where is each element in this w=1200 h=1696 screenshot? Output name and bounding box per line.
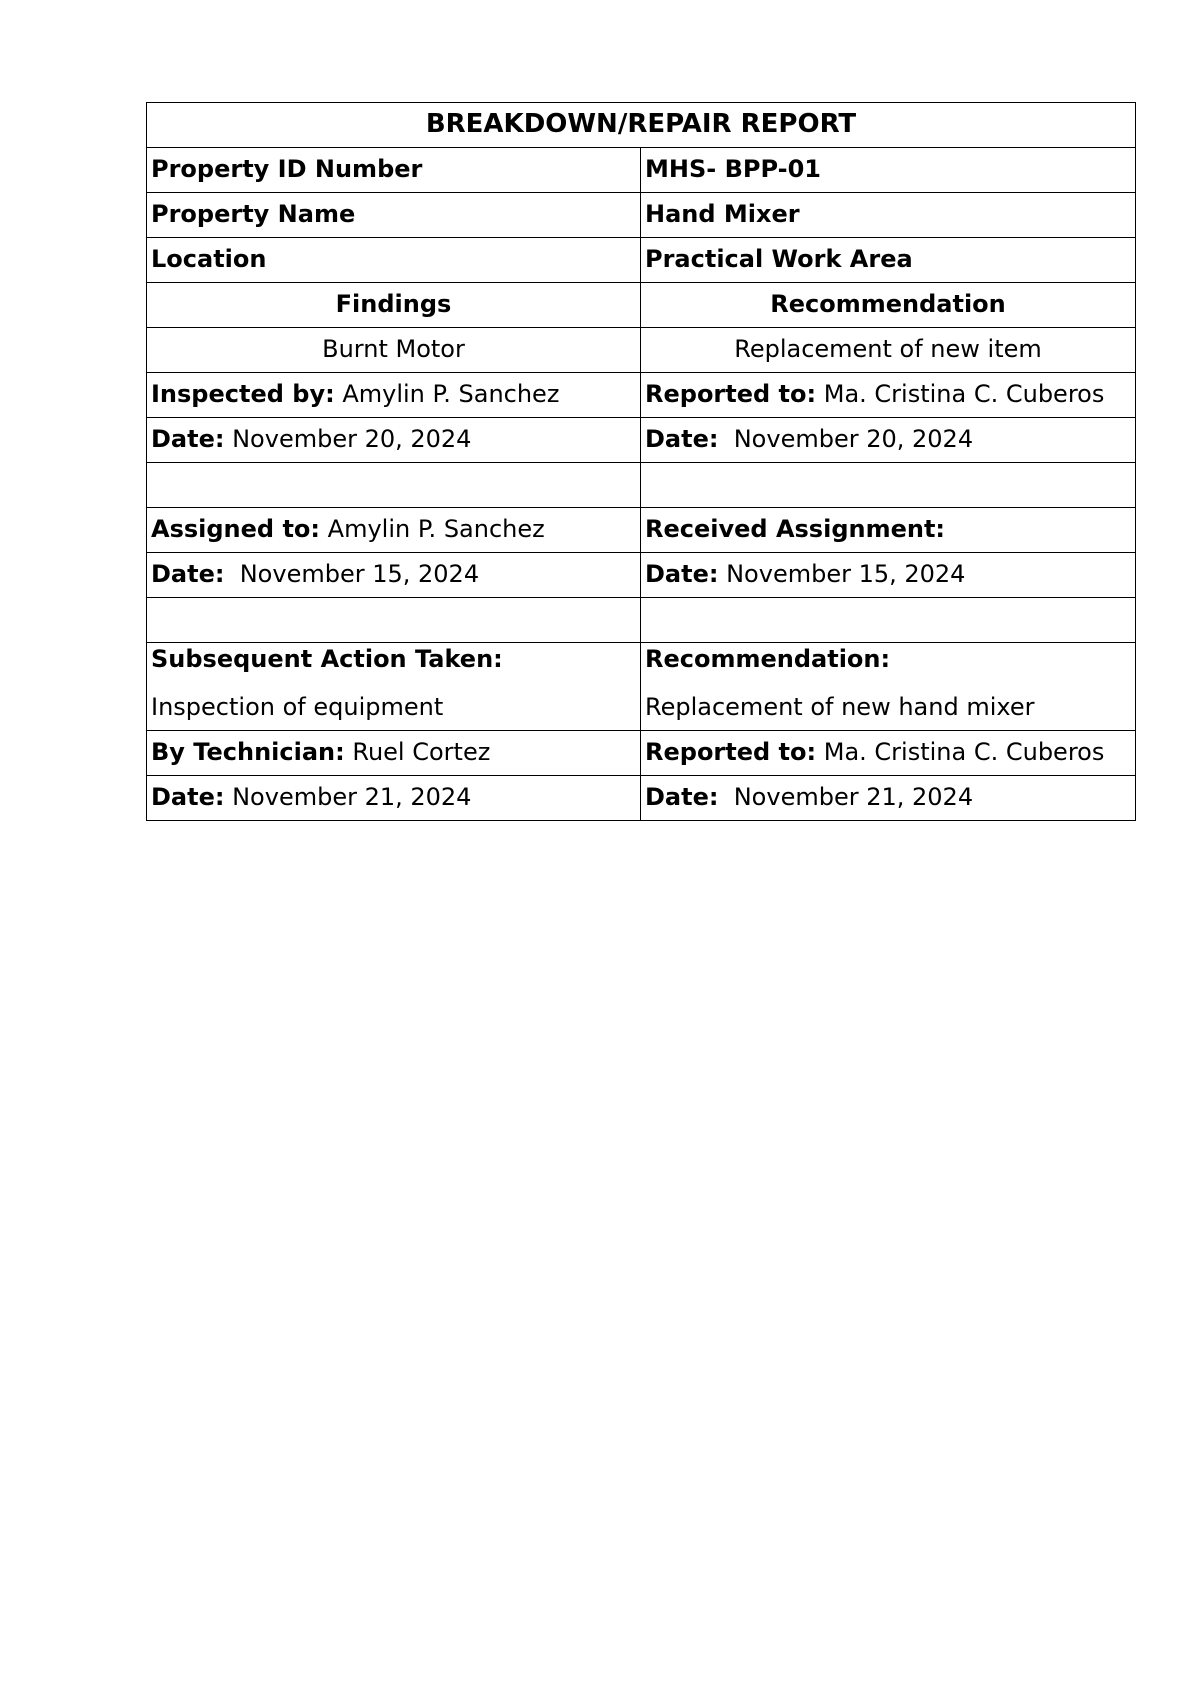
date-label: Date: [645, 783, 719, 812]
subsequent-action-label: Subsequent Action Taken: [151, 645, 503, 673]
reported-to-value: Ma. Cristina C. Cuberos [816, 738, 1105, 767]
reported-to-label: Reported to: [645, 738, 817, 767]
technician-date-row [147, 776, 1136, 821]
technician-date-right-cell [641, 776, 1136, 821]
date-value: November 20, 2024 [224, 425, 472, 454]
breakdown-repair-report-table [146, 102, 1136, 821]
date-label: Date: [151, 425, 225, 454]
blank-row [147, 463, 1136, 508]
assignment-date-row [147, 553, 1136, 598]
inspection-date-row [147, 418, 1136, 463]
findings-row [147, 328, 1136, 373]
assignment-row [147, 508, 1136, 553]
title-row [147, 103, 1136, 148]
property-id-row [147, 148, 1136, 193]
action-row [147, 643, 1136, 731]
date-label: Date: [645, 560, 719, 589]
location-label: Location [147, 238, 641, 283]
blank-cell [147, 463, 641, 508]
inspection-date-right-cell [641, 418, 1136, 463]
date-label: Date: [645, 425, 719, 454]
date-value: November 21, 2024 [718, 783, 974, 812]
subsequent-action-value: Inspection of equipment [151, 692, 444, 721]
recommendation-2-label: Recommendation: [645, 645, 891, 673]
technician-value: Ruel Cortez [344, 738, 491, 767]
reported-to-cell [641, 373, 1136, 418]
findings-header-row [147, 283, 1136, 328]
inspection-date-left-cell [147, 418, 641, 463]
findings-header: Findings [147, 283, 641, 328]
reported-to-label: Reported to: [645, 380, 817, 409]
inspection-row [147, 373, 1136, 418]
assigned-to-cell [147, 508, 641, 553]
location-value: Practical Work Area [641, 238, 1136, 283]
date-value: November 21, 2024 [224, 783, 472, 812]
date-label: Date: [151, 560, 225, 589]
technician-date-left-cell [147, 776, 641, 821]
subsequent-action-cell [147, 643, 641, 731]
assignment-date-left-cell [147, 553, 641, 598]
received-assignment-label: Received Assignment: [645, 515, 946, 544]
recommendation-header: Recommendation [641, 283, 1136, 328]
assigned-to-value: Amylin P. Sanchez [320, 515, 545, 544]
findings-value: Burnt Motor [147, 328, 641, 373]
report-title: BREAKDOWN/REPAIR REPORT [147, 103, 1136, 148]
inspected-by-label: Inspected by: [151, 380, 335, 409]
received-assignment-cell [641, 508, 1136, 553]
reported-to-value: Ma. Cristina C. Cuberos [816, 380, 1105, 409]
blank-cell [641, 463, 1136, 508]
date-value: November 20, 2024 [718, 425, 974, 454]
property-name-row [147, 193, 1136, 238]
recommendation-2-value: Replacement of new hand mixer [645, 692, 1035, 721]
recommendation-2-cell [641, 643, 1136, 731]
date-label: Date: [151, 783, 225, 812]
inspected-by-value: Amylin P. Sanchez [334, 380, 560, 409]
inspected-by-cell [147, 373, 641, 418]
assigned-to-label: Assigned to: [151, 515, 321, 544]
blank-cell [641, 598, 1136, 643]
technician-cell [147, 731, 641, 776]
property-id-label: Property ID Number [147, 148, 641, 193]
reported-to-2-cell [641, 731, 1136, 776]
assignment-date-right-cell [641, 553, 1136, 598]
property-name-label: Property Name [147, 193, 641, 238]
technician-label: By Technician: [151, 738, 345, 767]
technician-row [147, 731, 1136, 776]
date-value: November 15, 2024 [718, 560, 966, 589]
recommendation-value: Replacement of new item [641, 328, 1136, 373]
blank-cell [147, 598, 641, 643]
property-name-value: Hand Mixer [641, 193, 1136, 238]
blank-row [147, 598, 1136, 643]
date-value: November 15, 2024 [224, 560, 480, 589]
property-id-value: MHS- BPP-01 [641, 148, 1136, 193]
location-row [147, 238, 1136, 283]
